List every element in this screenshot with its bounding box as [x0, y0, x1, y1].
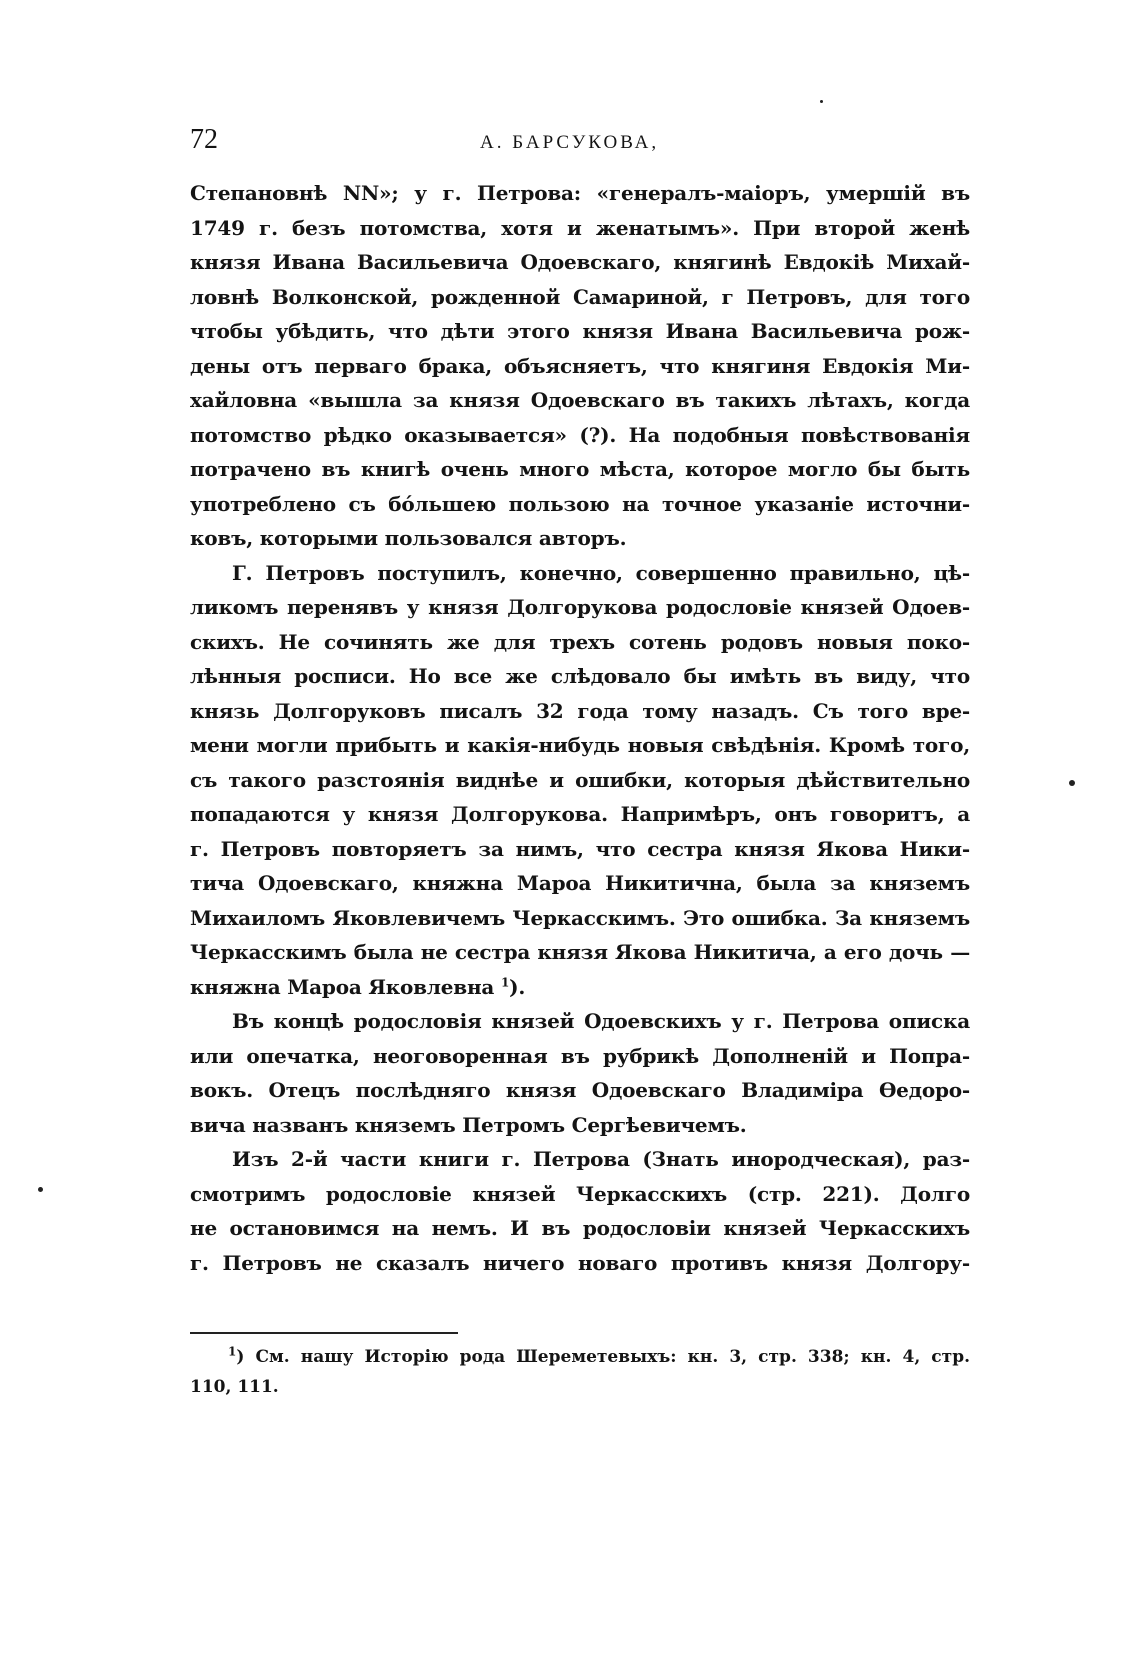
- paragraph-3: [190, 1004, 970, 1142]
- text-line: Въ концѣ родословія князей Одоевскихъ у г. Петрова описка: [232, 1009, 970, 1033]
- text-line: употреблено съ бóльшею пользою на точное указаніе источни-: [190, 491, 970, 516]
- text-line: не остановимся на немъ. И въ родословіи князей Черкасскихъ: [190, 1216, 970, 1240]
- text-line: съ такого разстоянія виднѣе и ошибки, которыя дѣйствительно: [190, 767, 970, 792]
- text-line: Михаиломъ Яковлевичемъ Черкасскимъ. Это ошибка. За княземъ: [190, 905, 970, 930]
- text-line: тича Одоевскаго, княжна Мароа Никитична, была за княземъ: [190, 871, 970, 895]
- text-line: или опечатка, неоговоренная въ рубрикѣ Дополненій и Попра-: [190, 1043, 970, 1068]
- text-line: ликомъ перенявъ у князя Долгорукова родословіе князей Одоев-: [190, 595, 970, 619]
- footnote-text: ) См. нашу Исторію рода Шереметевыхъ: кн. 3, стр. 338; кн. 4, стр.: [236, 1347, 970, 1367]
- text-line: чтобы убѣдить, что дѣти этого князя Ивана Васильевича рож-: [190, 319, 970, 343]
- text-line: мени могли прибыть и какія-нибудь новыя свѣдѣнія. Кромѣ того,: [190, 733, 970, 757]
- text-line: дены отъ перваго брака, объясняетъ, что княгиня Евдокія Ми-: [190, 353, 970, 378]
- text-line: смотримъ родословіе князей Черкасскихъ (стр. 221). Долго: [190, 1181, 970, 1206]
- text-line: Степановнѣ NN»; у г. Петрова: «генералъ-маіоръ, умершій въ: [190, 181, 970, 205]
- text-line: г. Петровъ не сказалъ ничего новаго противъ князя Долгору-: [190, 1250, 970, 1275]
- text-line: потрачено въ книгѣ очень много мѣста, которое могло бы быть: [190, 457, 970, 481]
- text-line: попадаются у князя Долгорукова. Напримѣръ, онъ говоритъ, а: [190, 802, 970, 826]
- text-line: Г. Петровъ поступилъ, конечно, совершенно правильно, цѣ-: [232, 560, 970, 585]
- text-line: Черкасскимъ была не сестра князя Якова Никитича, а его дочь —: [190, 940, 970, 964]
- text-line: вича названъ княземъ Петромъ Сергѣевичемъ.: [190, 1112, 747, 1137]
- text-line: лѣнныя росписи. Но все же слѣдовало бы имѣть въ виду, что: [190, 664, 970, 688]
- footnotes: [190, 1342, 970, 1402]
- text-line: ловнѣ Волконской, рожденной Самариной, г Петровъ, для того: [190, 284, 970, 309]
- body-text: [190, 176, 970, 1280]
- scan-speck: [820, 100, 823, 103]
- running-head: А. БАРСУКОВА,: [480, 132, 660, 153]
- text-line: 1749 г. безъ потомства, хотя и женатымъ». При второй женѣ: [190, 215, 970, 240]
- footnote-number: 1: [228, 1344, 237, 1359]
- page-number: 72: [190, 124, 218, 155]
- paragraph-2: [190, 556, 970, 1005]
- text-line: князя Ивана Васильевича Одоевскаго, княгинѣ Евдокіѣ Михай-: [190, 250, 970, 274]
- text-line: вокъ. Отецъ послѣдняго князя Одоевскаго Владиміра Өедоро-: [190, 1078, 970, 1102]
- scan-speck: [38, 1187, 43, 1192]
- text-fragment: княжна Мароа Яковлевна: [190, 974, 495, 999]
- footnote-line: 110, 111.: [190, 1377, 279, 1397]
- text-line: [190, 970, 970, 1005]
- footnote-marker: 1: [500, 974, 510, 989]
- footnote-line: [190, 1342, 970, 1372]
- paragraph-1: [190, 176, 970, 556]
- text-line: князь Долгоруковъ писалъ 32 года тому назадъ. Съ того вре-: [190, 698, 970, 723]
- text-fragment: ).: [509, 974, 526, 999]
- text-line: Изъ 2-й части книги г. Петрова (Знать инородческая), раз-: [232, 1147, 970, 1171]
- text-line: ковъ, которыми пользовался авторъ.: [190, 526, 627, 550]
- paragraph-4: [190, 1142, 970, 1280]
- text-line: хайловна «вышла за князя Одоевскаго въ такихъ лѣтахъ, когда: [190, 388, 970, 412]
- scan-speck: [1069, 780, 1075, 786]
- text-line: потомство рѣдко оказывается» (?). На подобныя повѣствованія: [190, 422, 970, 447]
- text-line: г. Петровъ повторяетъ за нимъ, что сестра князя Якова Ники-: [190, 836, 970, 861]
- footnote-divider: [190, 1332, 458, 1334]
- text-line: скихъ. Не сочинять же для трехъ сотень родовъ новыя поко-: [190, 629, 970, 654]
- page-header: [190, 124, 970, 164]
